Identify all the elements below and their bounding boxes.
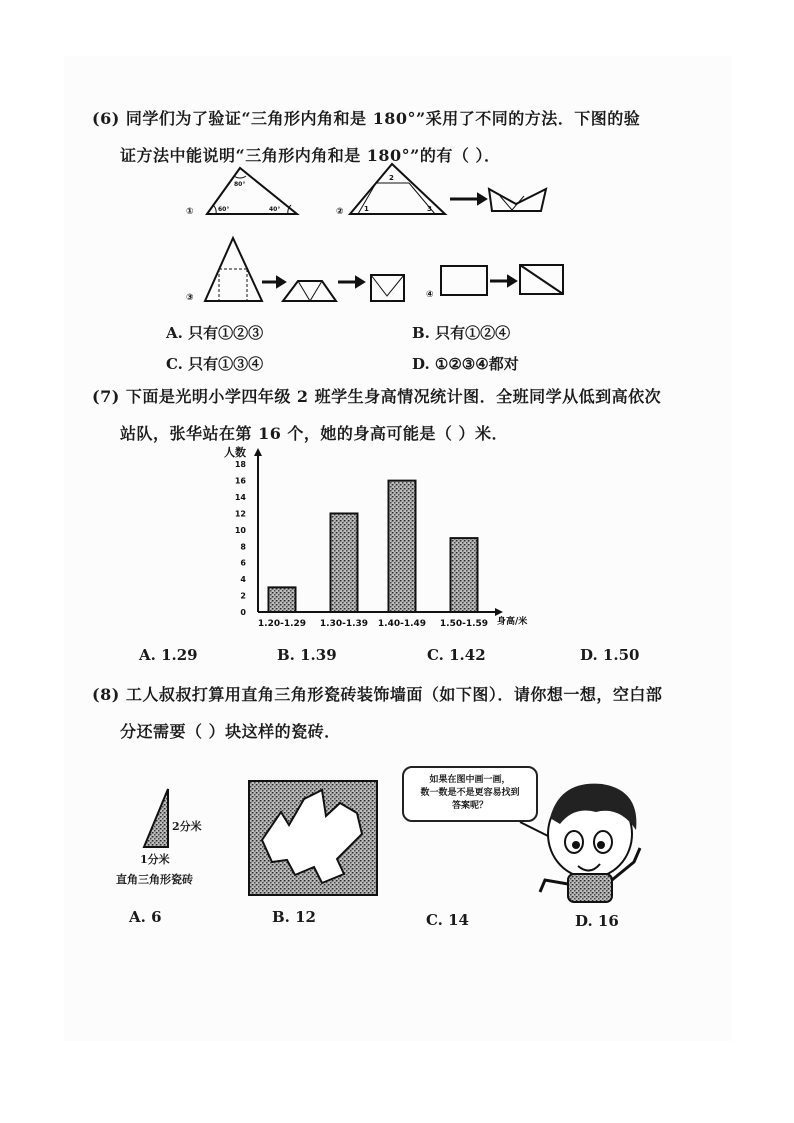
q8-option-a[interactable]: A. 6 [129,908,162,926]
svg-text:80°: 80° [234,181,246,188]
svg-text:3: 3 [427,205,432,213]
y-tick-label: 2 [240,591,246,601]
fig3-mark: ③ [186,293,194,303]
hint-speech-bubble: 如果在图中画一画， 数一数是不是更容易找到 答案呢？ [402,766,538,822]
x-tick-label: 1.50-1.59 [439,619,489,629]
x-tick-label: 1.40-1.49 [377,619,427,629]
q6-option-b[interactable]: B. 只有①②④ [412,324,511,342]
q7-option-d[interactable]: D. 1.50 [580,646,640,664]
q7-option-b[interactable]: B. 1.39 [277,646,337,664]
y-tick-label: 18 [234,460,246,470]
y-axis-label: 人数 [224,446,246,459]
x-tick-label: 1.30-1.39 [319,619,369,629]
y-tick-label: 6 [240,558,246,568]
q8-stem-line1: (8) 工人叔叔打算用直角三角形瓷砖装饰墙面（如下图）．请你想一想，空白部 [92,685,663,704]
svg-text:60°: 60° [218,206,230,213]
x-tick-label: 1.20-1.29 [257,619,307,629]
q8-option-c[interactable]: C. 14 [426,911,469,929]
y-tick-label: 14 [234,493,246,503]
q6-option-c[interactable]: C. 只有①③④ [166,355,264,373]
svg-text:1: 1 [364,205,369,213]
q6-option-d[interactable]: D. ①②③④都对 [412,355,519,373]
y-tick-label: 4 [240,575,246,585]
y-tick-label: 10 [234,525,246,535]
tile-height-label: 2分米 [172,820,202,833]
q6-stem-line1: (6) 同学们为了验证“三角形内角和是 180°”采用了不同的方法．下图的验 [92,109,641,128]
y-tick-label: 8 [240,542,246,552]
q7-stem-line1: (7) 下面是光明小学四年级 2 班学生身高情况统计图．全班同学从低到高依次 [92,387,662,406]
q6-stem-line2: 证方法中能说明“三角形内角和是 180°”的有（ ）． [120,146,501,165]
y-tick-label: 0 [240,608,246,617]
fig2-mark: ② [336,207,344,217]
q8-option-d[interactable]: D. 16 [575,912,619,930]
q7-stem-line2: 站队，张华站在第 16 个，她的身高可能是（ ）米． [120,424,508,443]
fig1-mark: ① [186,207,194,217]
x-axis-label: 身高/米 [497,617,528,627]
y-tick-label: 16 [234,476,246,486]
q8-stem-line2: 分还需要（ ）块这样的瓷砖． [120,722,341,741]
q7-option-a[interactable]: A. 1.29 [139,646,198,664]
q7-option-c[interactable]: C. 1.42 [427,646,486,664]
q8-option-b[interactable]: B. 12 [272,908,316,926]
fig4-mark: ④ [426,290,434,300]
svg-text:2: 2 [389,174,394,182]
tile-caption: 直角三角形瓷砖 [116,873,193,886]
y-tick-label: 12 [234,509,246,519]
tile-base-label: 1分米 [140,853,170,866]
svg-text:40°: 40° [269,206,281,213]
q6-option-a[interactable]: A. 只有①②③ [166,324,264,342]
